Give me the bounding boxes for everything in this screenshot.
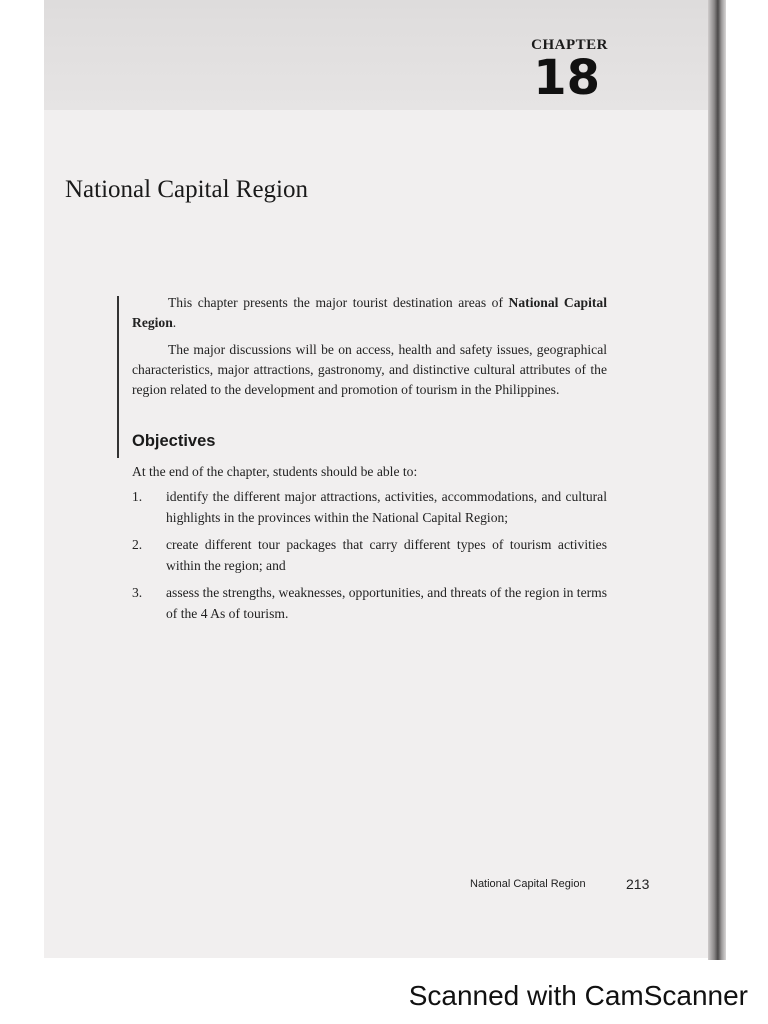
objective-item — [132, 487, 607, 528]
scanner-watermark: Scanned with CamScanner — [408, 980, 748, 1011]
page-number: 213 — [626, 876, 650, 892]
objective-item — [132, 583, 607, 624]
objective-text: create different tour packages that carry different types of tourism activities within the region; and — [166, 537, 607, 573]
intro-bar — [117, 296, 119, 458]
page-edge — [708, 0, 726, 960]
intro-p1-end: . — [172, 315, 177, 330]
chapter-number: 18 — [533, 50, 600, 106]
intro-p1-text: This chapter presents the major tourist destination areas of — [168, 295, 509, 310]
header-band — [44, 0, 714, 110]
objective-number: 3. — [132, 585, 143, 600]
objective-number: 1. — [132, 489, 143, 504]
objective-text: assess the strengths, weaknesses, opportunities, and threats of the region in terms of the 4 As of tourism. — [166, 585, 607, 621]
objectives-list — [132, 487, 607, 624]
footer-title: National Capital Region — [470, 878, 586, 890]
objectives-intro: At the end of the chapter, students should be able to: — [132, 464, 418, 479]
objectives-heading: Objectives — [132, 432, 216, 450]
objective-text: identify the different major attractions, activities, accommodations, and cultural highlights in the provinces within the National Capital Region; — [166, 489, 607, 525]
intro-paragraph-1 — [132, 293, 607, 333]
intro-paragraph-2: The major discussions will be on access, health and safety issues, geographical characteristics, major attractions, gastronomy, and distinctive cultural attributes of the region related to the development and promotion of tourism in the Philippines. — [132, 342, 607, 397]
objective-number: 2. — [132, 537, 143, 552]
objective-item — [132, 535, 607, 576]
intro-p1-bold: National Capital Region — [132, 295, 607, 330]
chapter-title: National Capital Region — [65, 176, 309, 203]
chapter-label: CHAPTER — [531, 37, 608, 53]
